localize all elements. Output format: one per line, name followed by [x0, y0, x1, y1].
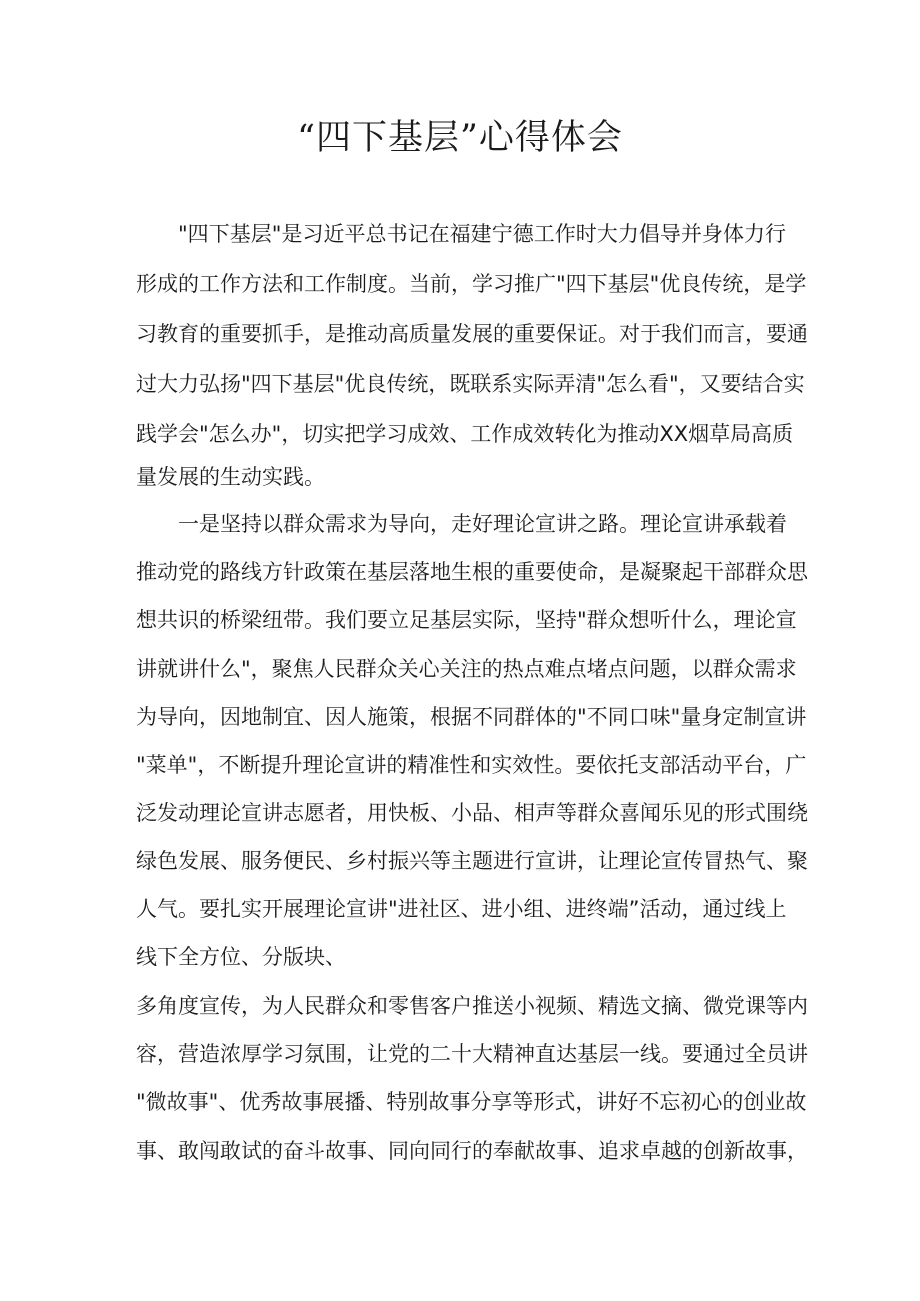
paragraph-2-line-6: "菜单"，不断提升理论宣讲的精准性和实效性。要依托支部活动平台，广	[136, 753, 807, 777]
paragraph-3-line-4: 事、敢闯敢试的奋斗故事、同向同行的奉献故事、追求卓越的创新故事，	[136, 1139, 808, 1163]
paragraph-2-line-3: 想共识的桥梁纽带。我们要立足基层实际，坚持"群众想听什么，理论宣	[136, 608, 797, 632]
paragraph-3-line-3: "微故事"、优秀故事展播、特别故事分享等形式，讲好不忘初心的创业故	[136, 1090, 807, 1114]
paragraph-2-line-10: 线下全方位、分版块、	[136, 945, 346, 969]
paragraph-1-line-3: 习教育的重要抓手，是推动高质量发展的重要保证。对于我们而言，要通	[136, 322, 808, 346]
paragraph-2-line-7: 泛发动理论宣讲志愿者，用快板、小品、相声等群众喜闻乐见的形式围绕	[136, 801, 808, 825]
paragraph-2-line-5: 为导向，因地制宜、因人施策，根据不同群体的"不同口味"量身定制宣讲	[136, 705, 807, 729]
document-title: “四下基层”心得体会	[297, 118, 623, 158]
paragraph-1-line-6: 量发展的生动实践。	[136, 465, 325, 489]
paragraph-2-line-1: 一是坚持以群众需求为导向，走好理论宣讲之路。理论宣讲承载着	[178, 512, 787, 536]
paragraph-3-line-2: 容，营造浓厚学习氛围，让党的二十大精神直达基层一线。要通过全员讲	[136, 1042, 808, 1066]
paragraph-2-line-4: 讲就讲什么"，聚焦人民群众关心关注的热点难点堵点问题，以群众需求	[136, 657, 797, 681]
paragraph-2-line-8: 绿色发展、服务便民、乡村振兴等主题进行宣讲，让理论宣传冒热气、聚	[136, 849, 808, 873]
paragraph-3-line-1: 多角度宣传，为人民群众和零售客户推送小视频、精选文摘、微党课等内	[136, 994, 808, 1018]
paragraph-1-line-1: "四下基层"是习近平总书记在福建宁德工作时大力倡导并身体力行	[178, 222, 786, 246]
paragraph-1-line-2: 形成的工作方法和工作制度。当前，学习推广"四下基层"优良传统，是学	[136, 272, 807, 296]
paragraph-1-line-4: 过大力弘扬"四下基层"优良传统，既联系实际弄清"怎么看"，又要结合实	[136, 372, 805, 396]
paragraph-2-line-9: 人气。要扎实开展理论宣讲"进社区、进小组、进终端”活动，通过线上	[136, 897, 787, 921]
paragraph-1-line-5: 践学会"怎么办"，切实把学习成效、工作成效转化为推动XX烟草局高质	[136, 422, 794, 446]
paragraph-2-line-2: 推动党的路线方针政策在基层落地生根的重要使命，是凝聚起干部群众思	[136, 560, 808, 584]
